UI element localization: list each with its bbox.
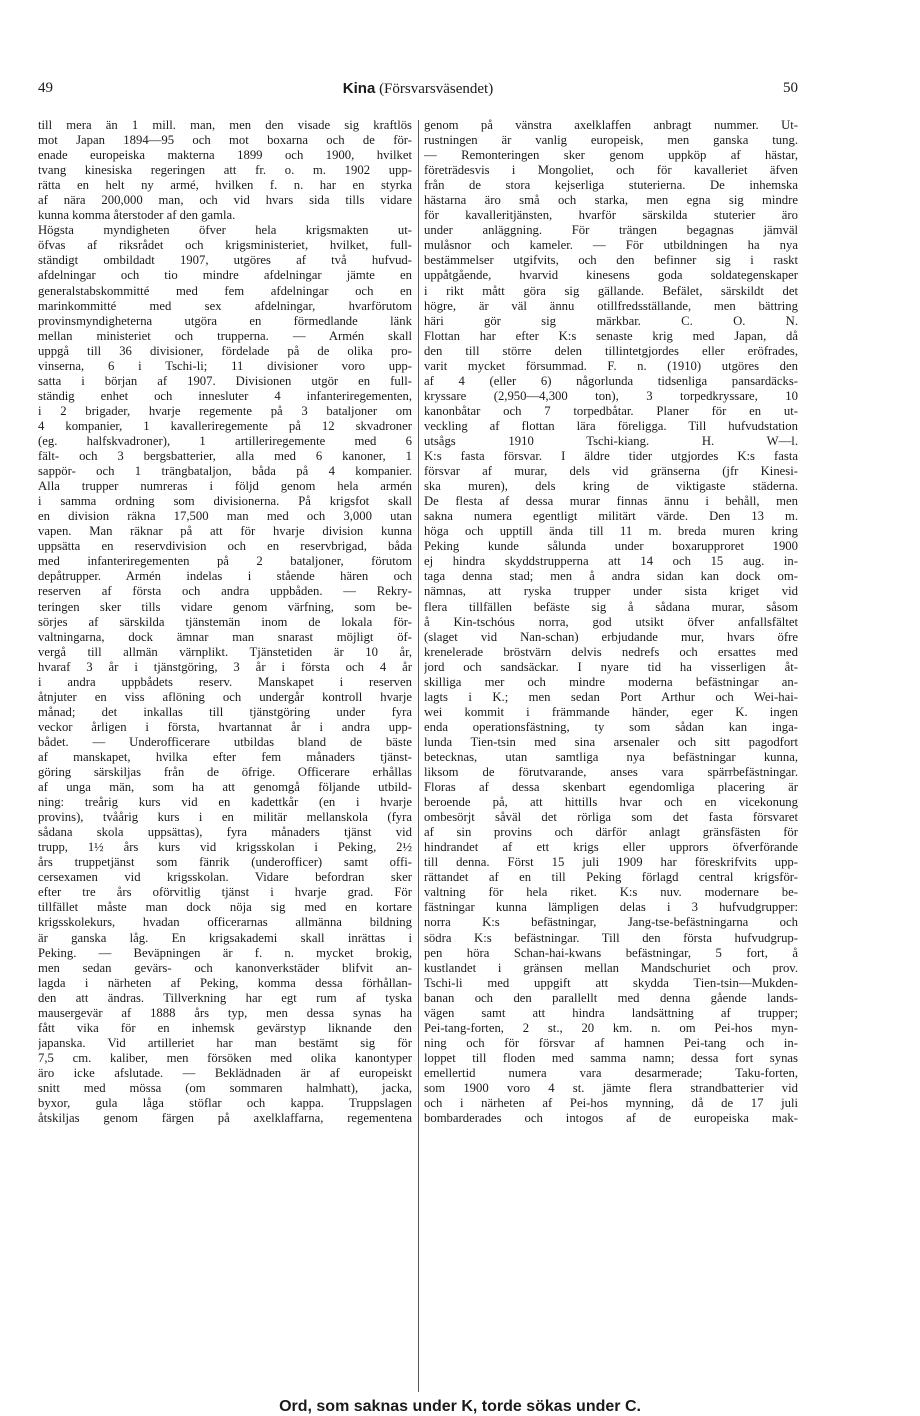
text-line: vergå till allmän värnplikt. Tjänstetiden är 10 år, [38, 644, 412, 659]
text-line: Pei-tang-forten, 2 st., 20 km. n. om Pei-hos myn- [424, 1020, 798, 1035]
text-line: banan och den parallellt med denna gående lands- [424, 990, 798, 1005]
text-line: efter tre års oförvitlig tjänst i hvarje grad. För [38, 885, 412, 900]
text-line: pen höra Schan-hai-kwans befästningar, 5 fort, å [424, 945, 798, 960]
text-line: skilliga mer och mindre moderna befästningar an- [424, 674, 798, 689]
text-line: är ganska låg. En krigsakademi skall inrättas i [38, 930, 412, 945]
text-line: ning och för försvar af hamnen Pei-tang och in- [424, 1035, 798, 1050]
text-line: ska muren), dels kring de viktigaste städerna. [424, 479, 798, 494]
text-line: Tschi-li med uppgift att skydda Tien-tsin—Mukden- [424, 975, 798, 990]
text-line: års truppetjänst som fänrik (underofficer) samt offi- [38, 855, 412, 870]
text-line: höga och upptill ända till 11 m. breda muren kring [424, 524, 798, 539]
text-line: kunna komma återstoder af den gamla. [38, 208, 236, 223]
text-line: emellertid numera vara desarmerade; Taku-forten, [424, 1065, 798, 1080]
text-line: Peking. — Beväpningen är f. n. mycket brokig, [38, 945, 412, 960]
text-line: tvang kinesiska regeringen att fr. o. m. 1902 upp- [38, 163, 412, 178]
text-line: beroende på, att hittills hvar och en vicekonung [424, 795, 798, 810]
text-line: Högsta myndigheten öfver hela krigsmakten ut- [38, 223, 412, 238]
text-line: åtskiljas genom färgen på axelklaffarna, regementena [38, 1111, 412, 1126]
text-line: Floras af dessa skenbart egendomliga placering är [424, 780, 798, 795]
text-line: sådana skola uppsättas), fyra månaders tjänst vid [38, 825, 412, 840]
text-line: liksom de förutvarande, anses vara spärrbefästningar. [424, 765, 798, 780]
text-line: veckor årligen i första, hvartannat år i andra upp- [38, 719, 412, 734]
text-line: till denna. Först 15 juli 1909 har föreskrifvits upp- [424, 855, 798, 870]
text-line: depåtrupper. Armén indelas i stående hären och [38, 569, 412, 584]
text-line: hvaraf 3 år i tjänstgöring, 3 år i första och 4 år [38, 659, 412, 674]
text-line: fästningar kunna lämpligen delas i 3 hufvudgrupper: [424, 900, 798, 915]
text-line: tillfället måste man dock nöja sig med en kortare [38, 900, 412, 915]
text-line: taga denna stad; men å andra sidan kan dock om- [424, 569, 798, 584]
text-line: i samma ordning som divisionerna. På krigsfot skall [38, 494, 412, 509]
page-footer-note: Ord, som saknas under K, torde sökas under C. [279, 1398, 641, 1415]
page-header [38, 80, 798, 104]
text-line: krenelerade bröstvärn delvis nedrefs och ersattes med [424, 644, 798, 659]
text-line: afdelningar och tio mindre afdelningar jämte en [38, 268, 412, 283]
text-line: jord och sandsäckar. I nyare tid ha visserligen åt- [424, 659, 798, 674]
right-column [424, 118, 798, 1126]
text-line: veckling af flottan lära föreligga. Till hufvudstation [424, 418, 798, 433]
text-line: som 1900 voro 4 st. jämte flera strandbatterier vid [424, 1081, 798, 1095]
text-line: kustlandet i gränsen mellan Mandschuriet och prov. [424, 960, 798, 975]
text-line: uppåtgående, hvarvid kinesens goda soldategenskaper [424, 268, 798, 283]
text-line: till mera än 1 mill. man, men den visade sig kraftlös [38, 118, 412, 132]
text-line: sörjes af särskilda tjänstemän inom de lokala för- [38, 614, 412, 629]
text-line: af manskapet, hvilka efter fem månaders tjänst- [38, 749, 412, 764]
text-line: ning: treårig kurs vid en kadettkår (en i hvarje [38, 795, 412, 810]
text-line: af unga män, som ha att genomgå följande utbild- [38, 780, 412, 795]
text-line: mellan ministeriet och trupperna. — Armén skall [38, 328, 412, 343]
text-line: rättandet af en till Peking förlagd central krigsför- [424, 870, 798, 885]
text-line: wei kommit i främmande händer, eger K. ingen [424, 704, 798, 719]
text-line: i 2 brigader, hvarje regemente på 3 bataljoner om [38, 403, 412, 418]
running-title [38, 80, 798, 98]
text-line: — Remonteringen sker genom uppköp af hästar, [424, 148, 798, 163]
text-line: De flesta af dessa murar finnas ännu i behåll, men [424, 494, 798, 509]
running-title-main: Kina [342, 80, 376, 97]
text-line: byxor, gula låga stöflar och kappa. Truppslagen [38, 1096, 412, 1111]
text-line: uppsätta en reservdivision och en reservbrigad, båda [38, 539, 412, 554]
text-line: (eg. halfskvadroner), 1 artilleriregemente med 6 [38, 433, 412, 448]
text-line: fält- och 3 bergsbatterier, alla med 6 kanoner, 1 [38, 449, 412, 464]
text-line: ej hindra skyddstrupperna att 14 och 15 aug. in- [424, 554, 798, 569]
text-line: provins), tvåårig kurs i en militär mellanskola (fyra [38, 810, 412, 825]
text-line: under anläggning. För trängen begagnas jämväl [424, 223, 798, 238]
text-line: snitt med mössa (om sommaren halmhatt), jacka, [38, 1081, 412, 1095]
text-line: den till större delen tillintetgjordes eller eröfrades, [424, 343, 798, 358]
text-line: ständigt ombildadt 1907, utgöres af två hufvud- [38, 253, 412, 268]
text-line: norra K:s befästningar, Jang-tse-befästningarna och [424, 915, 798, 930]
text-line: månad; det inkallas till tjänstgöring under fyra [38, 704, 412, 719]
column-divider [418, 120, 419, 1392]
text-line: vapen. Man räknar på att för hvarje division kunna [38, 524, 412, 539]
text-line: häri gör sig märkbar. C. O. N. [424, 313, 798, 328]
text-line: kryssare (2,950—4,300 ton), 3 torpedkryssare, 10 [424, 388, 798, 403]
text-line: trupp, 1½ års kurs vid krigsskolan i Peking, 2½ [38, 840, 412, 855]
text-line: valtningarna, dock ämnar man snarast möjligt öf- [38, 629, 412, 644]
text-line: lagts i K.; men sedan Port Arthur och Wei-hai- [424, 689, 798, 704]
text-line: provinsmyndigheterna utgöra en förmedlande länk [38, 313, 412, 328]
text-line: men sedan gevärs- och kanonverkstäder blifvit an- [38, 960, 412, 975]
text-line: ständig enhet och innesluter 4 infanteriregementen, [38, 388, 412, 403]
text-line: flera tillfällen befäste sig å sådana murar, såsom [424, 599, 798, 614]
text-line: af 4 (eller 6) någorlunda tidsenliga pansardäcks- [424, 373, 798, 388]
text-line: enade europeiska makterna 1899 och 1900, hvilket [38, 148, 412, 163]
text-line: japanska. Vid artilleriet har man bestämt sig för [38, 1035, 412, 1050]
text-line: företrädesvis i Mongoliet, och för kavalleriet äfven [424, 163, 798, 178]
text-line: lunda Tien-tsin med sina arsenaler och sitt pagodfort [424, 734, 798, 749]
text-line: sakna numera egentligt militärt värde. Den 13 m. [424, 509, 798, 524]
text-line: generalstabskommitté med fem afdelningar och en [38, 283, 412, 298]
text-line: för kavalleritjänsten, hvarför särskilda stuterier äro [424, 208, 798, 223]
text-line: fått vika för en inhemsk gevärstyp liknande den [38, 1020, 412, 1035]
text-line: genom på vänstra axelklaffen anbragt nummer. Ut- [424, 118, 798, 132]
text-line: utsågs 1910 Tschi-kiang. H. W—l. [424, 433, 798, 448]
text-line: göring särskiljas från de öfrige. Officerare erhållas [38, 765, 412, 780]
text-line: mausergevär af 1888 års typ, men dessa synas ha [38, 1005, 412, 1020]
text-line: rustningen är vanlig europeisk, men ganska tung. [424, 133, 798, 148]
text-line: marinkommitté med sex afdelningar, hvarförutom [38, 298, 412, 313]
text-line: ombesörjt såväl det rörliga som det fasta försvaret [424, 810, 798, 825]
text-line: södra K:s befästningar. Till den första hufvudgrup- [424, 930, 798, 945]
text-line: vinserna, 6 i Tschi-li; 11 divisioner voro upp- [38, 358, 412, 373]
text-line: mot Japan 1894—95 och mot boxarna och de för- [38, 133, 412, 148]
text-line: hindrandet af ett krigs eller upprors öfverförande [424, 840, 798, 855]
text-line: enda operationsfästning, ty som sådan kan inga- [424, 719, 798, 734]
text-line: (slaget vid Nan-schan) erbjudande mur, hvars öfre [424, 629, 798, 644]
text-line: K:s fasta försvar. I äldre tider utgjordes K:s fasta [424, 449, 798, 464]
text-line: bombarderades och intogos af de europeiska mak- [424, 1111, 798, 1126]
text-line: i andra uppbådets reserv. Manskapet i reserven [38, 674, 412, 689]
page-number-left: 49 [38, 80, 53, 96]
text-line: hästarna äro små och starka, men egna sig mindre [424, 193, 798, 208]
running-title-sub: (Försvarsväsendet) [375, 81, 494, 97]
text-line: bådet. — Underofficerare utbildas bland de bäste [38, 734, 412, 749]
text-line: varit mycket försummad. F. n. (1910) utgöres den [424, 358, 798, 373]
text-line: sappör- och 1 trängbataljon, båda på 4 kompanier. [38, 464, 412, 479]
text-line: vägen samt att hindra landsättning af trupper; [424, 1005, 798, 1020]
text-line: satta i början af 1907. Divisionen utgör en full- [38, 373, 412, 388]
text-line: åtnjuter en viss aflöning och undergår kontroll hvarje [38, 689, 412, 704]
text-line: mulåsnor och kameler. — För utbildningen ha nya [424, 238, 798, 253]
page-number-right: 50 [783, 80, 798, 96]
text-line: öfvas af riksrådet och krigsministeriet, hvilket, full- [38, 238, 412, 253]
text-line: den att ändras. Tillverkning har egt rum af tyska [38, 990, 412, 1005]
text-line: valtning för hela riket. K:s nuv. modernare be- [424, 885, 798, 900]
text-line: af nära 200,000 man, och vid hvars sida tills vidare [38, 193, 412, 208]
text-line: krigsskolekurs, hvadan officerarnas allmänna bildning [38, 915, 412, 930]
text-line: bestämmelser utgifvits, och den befinner sig i raskt [424, 253, 798, 268]
text-line: högre, är väl ännu otillfredsställande, men bättring [424, 298, 798, 313]
text-line: Alla trupper numreras i följd genom hela armén [38, 479, 412, 494]
text-line: Peking kunde sålunda under boxarupproret 1900 [424, 539, 798, 554]
text-line: betecknas, utan samtliga nya befästningar kunna, [424, 749, 798, 764]
text-line: uppgå till 36 divisioner, fördelade på de olika pro- [38, 343, 412, 358]
text-line: en division räkna 17,500 man med och 3,000 utan [38, 509, 412, 524]
text-line: lagda i närheten af Peking, komma dessa förhållan- [38, 975, 412, 990]
text-line: med infanteriregementen på 2 bataljoner, förutom [38, 554, 412, 569]
text-line: nämnas, att ryska trupper under sista kriget vid [424, 584, 798, 599]
text-line: loppet till floden med samma namn; dessa fort synas [424, 1050, 798, 1065]
left-column [38, 118, 412, 1126]
text-line: försvar af murar, dels vid gränserna (jfr Kinesi- [424, 464, 798, 479]
text-line: äro icke afslutade. — Beklädnaden är af europeiskt [38, 1065, 412, 1080]
text-line: 7,5 cm. kaliber, men försöken med olika kanontyper [38, 1050, 412, 1065]
text-line: cersexamen vid krigsskolan. Vidare befordran sker [38, 870, 412, 885]
text-line: i rikt mått göra sig gällande. Befälet, särskildt det [424, 283, 798, 298]
text-line: 4 kompanier, 1 kavalleriregemente på 12 skvadroner [38, 418, 412, 433]
text-line: från de stora kejserliga stuterierna. De inhemska [424, 178, 798, 193]
text-line: kanonbåtar och 7 torpedbåtar. Planer för en ut- [424, 403, 798, 418]
text-line: och i närheten af Pei-hos mynning, då de 17 juli [424, 1096, 798, 1111]
text-line: af sin provins och därför anlagt gränsfästen för [424, 825, 798, 840]
text-line: Flottan har efter K:s senaste krig med Japan, då [424, 328, 798, 343]
text-line: rätta en helt ny armé, hvilken f. n. har en styrka [38, 178, 412, 193]
text-line: å Kin-tschóus norra, god utsikt öfver anfallsfältet [424, 614, 798, 629]
text-line: teringen sker tills vidare genom värfning, som be- [38, 599, 412, 614]
text-line: reserven af första och andra uppbåden. — Rekry- [38, 584, 412, 599]
